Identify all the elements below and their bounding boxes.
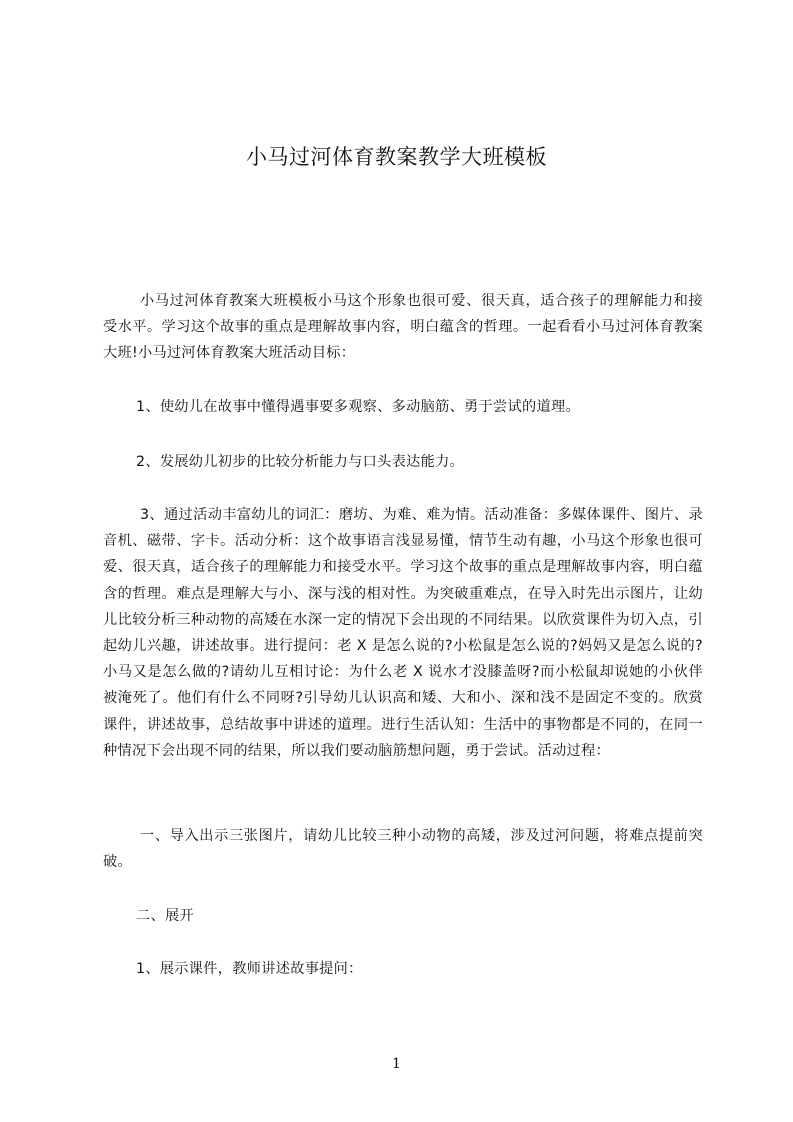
intro-paragraph: 小马过河体育教案大班模板小马这个形象也很可爱、很天真，适合孩子的理解能力和接受水平。学习这个故事的重点是理解故事内容，明白蕴含的哲理。一起看看小马过河体育教案大班!小马过河体育教案大班活动目标： [103,293,703,362]
step-2-paragraph: 1、展示课件，教师讲述故事提问： [136,961,363,977]
document-title: 小马过河体育教案教学大班模板 [246,145,547,169]
step-1-paragraph: 一、导入出示三张图片，请幼儿比较三种小动物的高矮，涉及过河问题，将难点提前突破。 [103,828,703,871]
goal-3-paragraph: 3、通过活动丰富幼儿的词汇：磨坊、为难、难为情。活动准备：多媒体课件、图片、录音机、磁带、字卡。活动分析：这个故事语言浅显易懂，情节生动有趣，小马这个形象也很可爱、很天真，适合孩子的理解能力和接受水平。学习这个故事的重点是理解故事内容，明白蕴含的哲理。难点是理解大与小、深与浅的相对性。为突破重难点，在导入时先出示图片，让幼儿比较分析三种动物的高矮在水深一定的情况下会出现的不同结果。以欣赏课件为切入点，引起幼儿兴趣，讲述故事。进行提问：老 X 是怎么说的?小松鼠是怎么说的?妈妈又是怎么说的?小马又是怎么做的?请幼儿互相讨论：为什么老 X 说水才没膝盖呀?而小松鼠却说她的小伙伴被淹死了。他们有什么不同呀?引导幼儿认识高和矮、大和小、深和浅不是固定不变的。欣赏课件，讲述故事，总结故事中讲述的道理。进行生活认知：生活中的事物都是不同的，在同一种情况下会出现不同的结果，所以我们要动脑筋想问题，勇于尝试。活动过程： [103,507,703,759]
goal-2-paragraph: 2、发展幼儿初步的比较分析能力与口头表达能力。 [136,454,465,470]
section-heading-expand: 二、展开 [136,908,194,924]
goal-1-paragraph: 1、使幼儿在故事中懂得遇事要多观察、多动脑筋、勇于尝试的道理。 [136,399,580,415]
page-number: 1 [392,1056,401,1072]
